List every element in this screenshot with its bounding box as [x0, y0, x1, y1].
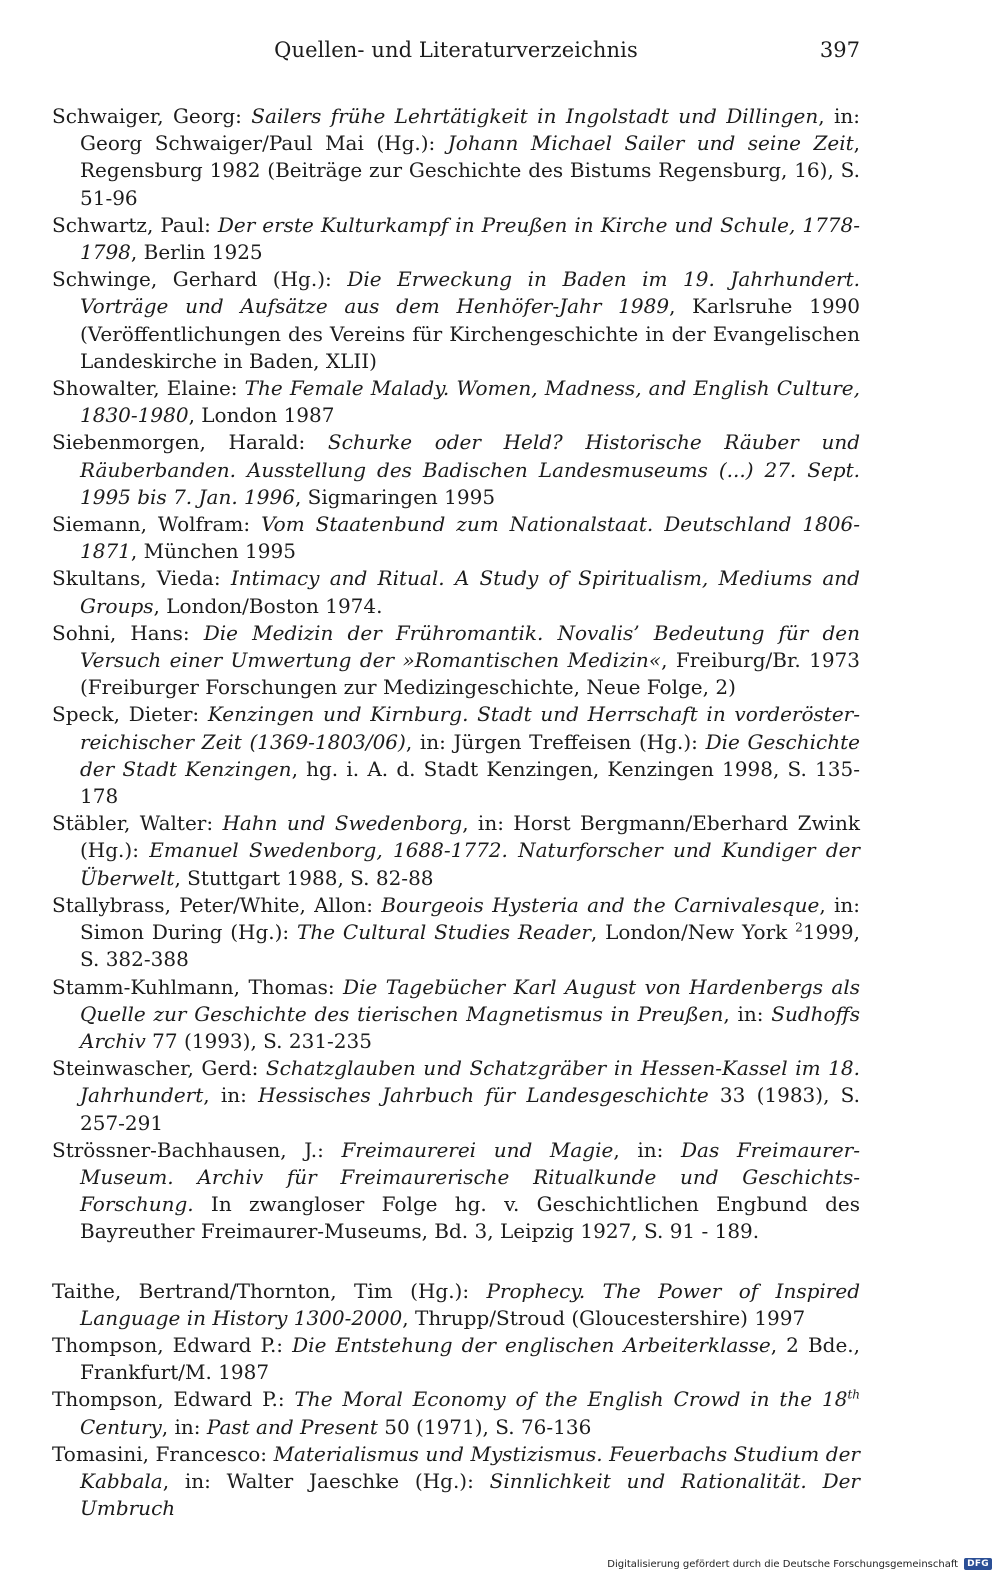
- entry-title-text: Johann Michael Sailer und seine Zeit: [447, 131, 854, 156]
- bibliography-entry: [52, 1278, 860, 1332]
- entry-title-text: Vom Staatenbund zum Nationalstaat. Deutschland 1806-1871: [80, 512, 860, 564]
- entry-text: , London/New York: [590, 920, 796, 945]
- bibliography-entry: [52, 565, 860, 619]
- entry-title-text: Das Freimaurer-Museum. Archiv für Freimaurerische Ritualkunde und Geschichts-Forschung.: [80, 1137, 860, 1217]
- entry-title-text: Freimaurerei und Magie: [341, 1137, 614, 1162]
- entry-title-text: Intimacy and Ritual. A Study of Spiritualism, Mediums and Groups: [80, 566, 860, 618]
- entry-title-text: Materialismus und Mystizismus. Feuerbachs Studium der Kabbala: [80, 1441, 860, 1493]
- entry-title-text: Sinnlichkeit und Rationalität. Der Umbruch: [80, 1468, 860, 1521]
- entry-text: , in:: [203, 1083, 259, 1108]
- entry-title-text: Bourgeois Hysteria and the Carnivalesque: [381, 892, 820, 917]
- running-header: [52, 38, 860, 70]
- entry-author: Stäbler, Walter:: [52, 811, 223, 836]
- entry-text: , in:: [723, 1001, 772, 1026]
- bibliography-entry: [52, 1332, 860, 1386]
- entry-title-text: Die Tagebücher Karl August von Hardenbergs als Quelle zur Geschichte des tierischen Magnetismus in Preußen: [80, 974, 860, 1026]
- entry-text: , in: Georg Schwaiger/Paul Mai (Hg.):: [80, 104, 860, 156]
- entry-author: Sohni, Hans:: [52, 620, 204, 645]
- bibliography-entry: [52, 103, 860, 212]
- entry-title-text: Schurke oder Held? Historische Räuber und Räuberbanden. Ausstellung des Badischen Landesmuseums (...) 27. Sept. 1995 bis 7. Jan. 1996: [80, 430, 861, 509]
- bibliography-entry: [52, 429, 860, 511]
- bibliography-entry: [52, 701, 860, 810]
- bibliography-entry: [52, 810, 860, 892]
- entry-text: , hg. i. A. d. Stadt Kenzingen, Kenzingen 1998, S. 135-178: [80, 756, 860, 809]
- entry-author: Thompson, Edward P.:: [52, 1332, 293, 1357]
- entry-title-text: The Cultural Studies Reader: [297, 920, 591, 945]
- entry-text: , Sigmaringen 1995: [294, 484, 496, 509]
- bibliography-list: [52, 103, 860, 1522]
- entry-title-text: The Female Malady. Women, Madness, and English Culture, 1830-1980: [80, 376, 860, 428]
- bibliography-entry: [52, 1137, 860, 1246]
- entry-author: Schwaiger, Georg:: [52, 104, 252, 128]
- page-number: 397: [819, 38, 860, 62]
- entry-text: , in: Horst Bergmann/Eberhard Zwink (Hg.):: [80, 811, 860, 863]
- bibliography-entry: [52, 375, 860, 429]
- entry-title-text: Hessisches Jahrbuch für Landesgeschichte: [258, 1083, 709, 1108]
- entry-text: , Thrupp/Stroud (Gloucestershire) 1997: [402, 1305, 806, 1330]
- entry-title-text: The Moral Economy of the English Crowd in the 18: [294, 1387, 848, 1412]
- entry-author: Siemann, Wolfram:: [52, 512, 262, 537]
- entry-text: , in: Simon During (Hg.):: [80, 892, 861, 945]
- entry-title-text: Century: [80, 1414, 162, 1439]
- entry-author: Tomasini, Francesco:: [52, 1441, 274, 1466]
- bibliography-entry: [52, 892, 860, 974]
- entry-text: , in: Walter Jaeschke (Hg.):: [162, 1468, 490, 1493]
- entry-author: Stamm-Kuhlmann, Thomas:: [52, 974, 344, 999]
- entry-text: 77 (1993), S. 231-235: [145, 1028, 372, 1053]
- entry-text: , Regensburg 1982 (Beiträge zur Geschichte des Bistums Regensburg, 16), S. 51-96: [80, 131, 860, 210]
- entry-title-text: th: [847, 1387, 860, 1402]
- entry-author: Showalter, Elaine:: [52, 376, 245, 401]
- entry-text: , Karlsruhe 1990 (Veröffentlichungen des Vereins für Kirchengeschichte in der Evangelischen Landeskirche in Baden, XLII): [80, 294, 860, 373]
- entry-title-text: Die Geschichte der Stadt Kenzingen: [80, 729, 860, 781]
- digitization-footer: [607, 1556, 992, 1572]
- entry-text: , Berlin 1925: [130, 240, 263, 265]
- bibliography-entry: [52, 1055, 860, 1137]
- entry-text: , 2 Bde., Frankfurt/M. 1987: [80, 1332, 861, 1385]
- entry-text: 50 (1971), S. 76-136: [377, 1414, 592, 1439]
- funding-note: Digitalisierung gefördert durch die Deutsche Forschungsgemeinschaft: [607, 1558, 959, 1570]
- entry-text: 2: [795, 920, 803, 935]
- entry-title-text: Sailers frühe Lehrtätigkeit in Ingolstadt und Dillingen: [251, 104, 819, 128]
- running-title: Quellen- und Literaturverzeichnis: [274, 38, 638, 62]
- entry-author: Strössner-Bachhausen, J.:: [52, 1137, 342, 1162]
- entry-author: Steinwascher, Gerd:: [52, 1056, 266, 1081]
- entry-title-text: Past and Present: [206, 1414, 378, 1439]
- entry-text: , Stuttgart 1988, S. 82-88: [174, 865, 434, 890]
- bibliography-entry: [52, 511, 860, 565]
- entry-title-text: Hahn und Swedenborg: [222, 811, 463, 836]
- entry-text: 33 (1983), S. 257-291: [80, 1083, 860, 1135]
- entry-text: , in: Jürgen Treffeisen (Hg.):: [405, 729, 706, 754]
- entry-text: , Freiburg/Br. 1973 (Freiburger Forschungen zur Medizingeschichte, Neue Folge, 2): [80, 648, 860, 700]
- entry-author: Speck, Dieter:: [52, 702, 208, 727]
- entry-title-text: Emanuel Swedenborg, 1688-1772. Naturforscher und Kundiger der Überwelt: [80, 838, 860, 890]
- entry-text: In zwangloser Folge hg. v. Geschichtlichen Engbund des Bayreuther Freimaurer-Museums, Bd. 3, Leipzig 1927, S. 91 - 189.: [80, 1192, 860, 1244]
- entry-text: 1999, S. 382-388: [80, 920, 860, 972]
- entry-title-text: Prophecy. The Power of Inspired Language in History 1300-2000: [80, 1278, 860, 1330]
- bibliography-entry: [52, 212, 860, 266]
- entry-title-text: Die Entstehung der englischen Arbeiterklasse: [292, 1332, 771, 1357]
- dfg-logo: DFG: [964, 1558, 992, 1570]
- entry-author: Stallybrass, Peter/White, Allon:: [52, 892, 382, 917]
- bibliography-entry: [52, 974, 860, 1056]
- entry-title-text: Sudhoffs Archiv: [80, 1001, 860, 1053]
- entry-author: Siebenmorgen, Harald:: [52, 430, 328, 455]
- bibliography-entry: [52, 1441, 860, 1523]
- entry-text: , München 1995: [130, 539, 296, 564]
- bibliography-entry: [52, 266, 860, 375]
- entry-author: Thompson, Edward P.:: [52, 1387, 295, 1412]
- entry-title-text: Schatzglauben und Schatzgräber in Hessen-Kassel im 18. Jahrhundert: [80, 1056, 860, 1108]
- entry-text: , in:: [161, 1414, 207, 1439]
- entry-text: , in:: [613, 1137, 681, 1162]
- entry-author: Skultans, Vieda:: [52, 566, 231, 591]
- entry-author: Schwartz, Paul:: [52, 212, 218, 237]
- bibliography-entry: [52, 620, 860, 702]
- entry-title-text: Die Medizin der Frühromantik. Novalis’ Bedeutung für den Versuch einer Umwertung der »Romantischen Medizin«: [80, 620, 860, 673]
- entry-author: Taithe, Bertrand/Thornton, Tim (Hg.):: [52, 1278, 487, 1303]
- entry-title-text: Kenzingen und Kirnburg. Stadt und Herrschaft in vorderösterreichischer Zeit (1369-1803/06): [80, 702, 861, 754]
- entry-text: , London/Boston 1974.: [153, 593, 383, 618]
- entry-author: Schwinge, Gerhard (Hg.):: [52, 267, 348, 292]
- entry-text: , London 1987: [188, 403, 335, 428]
- bibliography-entry: [52, 1386, 860, 1440]
- entry-title-text: Die Erweckung in Baden im 19. Jahrhundert. Vorträge und Aufsätze aus dem Henhöfer-Jahr 1989: [80, 267, 860, 319]
- entry-title-text: Der erste Kulturkampf in Preußen in Kirche und Schule, 1778-1798: [80, 212, 861, 265]
